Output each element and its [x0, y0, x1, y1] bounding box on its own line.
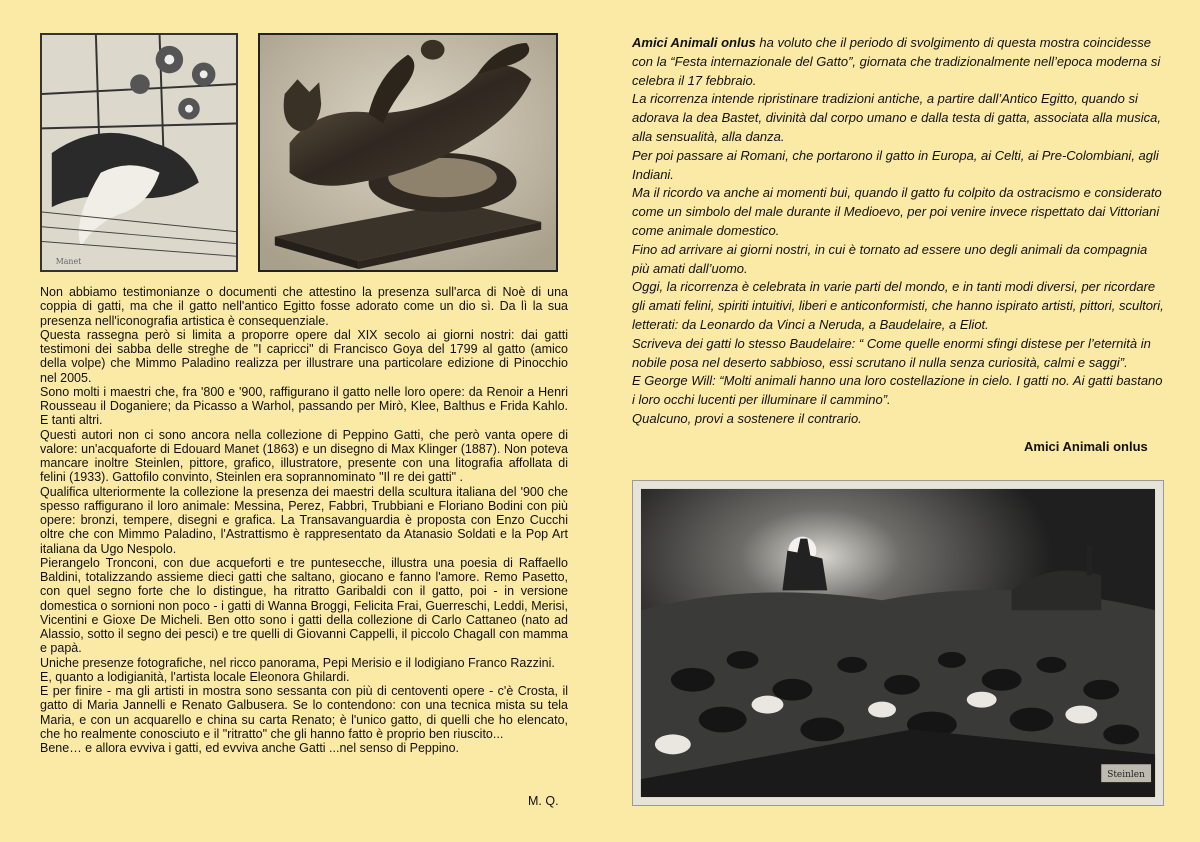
steinlen-signature: Steinlen [1107, 770, 1145, 781]
right-body-text [632, 34, 1164, 429]
left-paragraph-1: Non abbiamo testimonianze o documenti che attestino la presenza sull'arca di Noè di una coppia di gatti, ma che il gatto nell'antico Egitto fosse adorato come un dio sì. Da lì la sua presenza nell'iconografia artistica è consequenziale. [40, 285, 568, 328]
intro-rest: ha voluto che il periodo di svolgimento di questa mostra coincidesse con la “Festa internazionale del Gatto”, giornata che tradizionalmente nell’epoca moderna si celebra il 17 febbraio. [632, 35, 1161, 88]
left-paragraph-2: Questa rassegna però si limita a proporre opere dal XIX secolo ai giorni nostri: dai gatti testimoni dei sabba delle streghe de "I capricci" di Francisco Goya del 1799 al gatto (amico della volpe) che Mimmo Paladino realizza per illustrare una particolare edizione di Pinocchio nel 2005. [40, 327, 568, 385]
bronze-cat-sculpture-image [258, 33, 558, 272]
right-paragraph-7: E George Will: “Molti animali hanno una loro costellazione in cielo. I gatti no. Ai gatti bastano i loro occhi lucenti per illuminare il cammino”. [632, 373, 1163, 408]
steinlen-cats-lithograph-image [632, 480, 1164, 806]
left-paragraph-9: E per finire - ma gli artisti in mostra sono sessanta con più di centoventi opere - c'è Crosta, il gatto di Maria Jannelli e Renato Galbusera. Se lo contendono: con una tecnica mista su tela Maria, e con un acquarello e china su carta Renato; è l'unico gatto, di quelli che ho elencato, che ho realmente conosciuto e il "ritratto" che gli hanno fatto è proprio ben riuscito... [40, 684, 568, 741]
left-paragraph-7: Uniche presenze fotografiche, nel ricco panorama, Pepi Merisio e il lodigiano Franco Razzini. [40, 655, 555, 670]
left-body-text [40, 285, 568, 755]
left-paragraph-6: Pierangelo Tronconi, con due acqueforti e tre puntesecche, illustra una poesia di Raffaello Baldini, totalizzando assieme dieci gatti che saltano, giocano e fanno l'amore. Remo Pasetto, con quel segno forte che lo distingue, ha ritratto Garibaldi con il gatto, poi - in versione domestica o sornioni non poco - i gatti di Wanna Broggi, Felicita Frai, Guerreschi, Leddi, Merisi, Vicentini e Gioxe De Micheli. Ben otto sono i gatti della collezione di Carlo Cattaneo (nato ad Alassio, sotto il segno dei pesci) e tre quelli di Giovanni Cappelli, il piccolo Chagall con mamma e papà. [40, 555, 568, 656]
left-paragraph-3: Sono molti i maestri che, fra '800 e '900, raffigurano il gatto nelle loro opere: da Renoir a Henri Rousseau il Doganiere; da Picasso a Warhol, passando per Mirò, Klee, Balthus e Frida Kahlo. E tanti altri. [40, 384, 568, 428]
right-paragraph-1: La ricorrenza intende ripristinare tradizioni antiche, a partire dall’Antico Egitto, quando si adorava la dea Bastet, divinità dal corpo umano e dalla testa di gatta, associata alla musica, alla sensualità, alla danza. [632, 91, 1161, 144]
right-paragraph-4: Fino ad arrivare ai giorni nostri, in cui è tornato ad essere uno degli animali da compagnia più amati dall’uomo. [632, 241, 1148, 276]
org-name-inline: Amici Animali onlus [632, 35, 756, 50]
right-paragraph-6: Scriveva dei gatti lo stesso Baudelaire: “ Come quelle enormi sfingi distese per l’eternità in nobile posa nel deserto sabbioso, essi scrutano il nulla senza curiosità, calmi e saggi”. [632, 335, 1151, 370]
right-intro-paragraph [632, 34, 1164, 90]
right-paragraph-3: Ma il ricordo va anche ai momenti bui, quando il gatto fu colpito da ostracismo e considerato come un simbolo del male durante il Medioevo, per poi venire invece rispettato dai Vittoriani come animale domestico. [632, 185, 1162, 238]
left-paragraph-4: Questi autori non ci sono ancora nella collezione di Peppino Gatti, che però vanta opere di valore: un'acquaforte di Edouard Manet (1863) e un disegno di Max Klinger (1887). Non poteva mancare inoltre Steinlen, pittore, grafico, illustratore, presente con una litografia affollata di felini (1933). Gattofilo convinto, Steinlen era soprannominato "Il re dei gatti" . [40, 427, 568, 485]
right-paragraph-8: Qualcuno, provi a sostenere il contrario. [632, 410, 862, 426]
left-paragraph-10: Bene… e allora evviva i gatti, ed evviva anche Gatti ...nel senso di Peppino. [40, 741, 459, 755]
right-paragraph-5: Oggi, la ricorrenza è celebrata in varie parti del mondo, e in tanti modi diversi, per ricordare gli amati felini, spiriti intuitivi, liberi e anticonformisti, che hanno ispirato artisti, pittori, scultori, letterati: da Leonardo da Vinci a Neruda, a Baudelaire, a Eliot. [632, 279, 1164, 332]
author-initials: M. Q. [528, 794, 559, 808]
left-paragraph-8: E, quanto a lodigianità, l'artista locale Eleonora Ghilardi. [40, 669, 350, 684]
right-paragraph-2: Per poi passare ai Romani, che portarono il gatto in Europa, ai Celti, ai Pre-Colombiani, agli Indiani. [632, 147, 1159, 182]
left-paragraph-5: Qualifica ulteriormente la collezione la presenza dei maestri della scultura italiana del '900 che spesso raffigurano il loro animale: Messina, Perez, Fabbri, Trubbiani e Floriano Bodini con più opere: bronzi, tempere, disegni e grafica. La Transavanguardia è proposta con Enzo Cucchi oltre che con Mimmo Paladino, l'Astrattismo è rappresentato da Atanasio Soldati e la Pop Art italiana da Ugo Nespolo. [40, 484, 568, 556]
manet-cat-etching-image [40, 33, 238, 272]
org-signature: Amici Animali onlus [1024, 439, 1148, 454]
manet-signature: Manet [55, 257, 82, 267]
